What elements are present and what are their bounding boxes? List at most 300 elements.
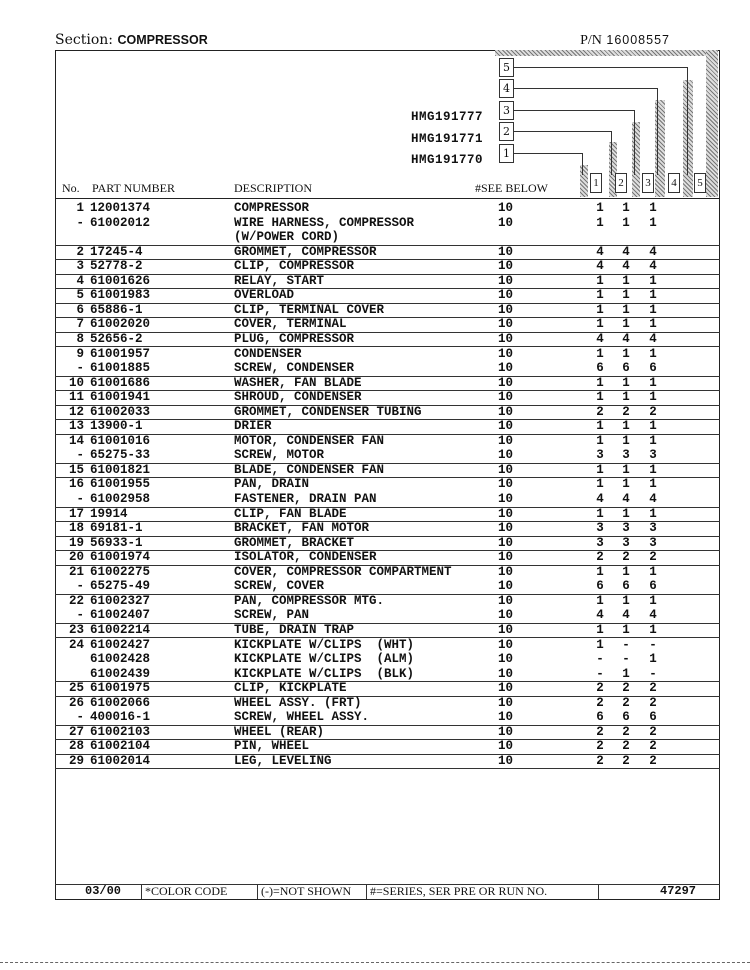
item-number: - — [76, 608, 84, 623]
item-number: - — [76, 579, 84, 594]
description: SCREW, PAN — [234, 608, 310, 623]
qty-model-1: 1 — [596, 375, 604, 390]
qty-model-1: 1 — [596, 201, 604, 215]
qty-model-2: 2 — [622, 681, 630, 696]
table-row — [55, 274, 720, 290]
description: GROMMET, COMPRESSOR — [234, 244, 377, 259]
qty-model-1: 2 — [596, 550, 604, 565]
qty-model-3: 1 — [649, 622, 657, 637]
footer-color-code: *COLOR CODE — [141, 885, 260, 899]
bracket-1 — [514, 153, 583, 175]
see-below-code: 10 — [498, 433, 514, 448]
description: RELAY, START — [234, 273, 325, 288]
qty-model-2: 1 — [622, 273, 630, 288]
qty-model-3: 2 — [649, 404, 657, 419]
header-rule — [55, 198, 720, 199]
description: SCREW, MOTOR — [234, 448, 325, 463]
qty-model-1: 1 — [596, 637, 604, 652]
qty-model-2: 1 — [622, 593, 630, 608]
table-row — [55, 565, 720, 580]
part-number: 65275-33 — [90, 448, 151, 463]
qty-model-3: 6 — [649, 579, 657, 594]
table-row — [55, 623, 720, 639]
qty-model-3: 1 — [649, 593, 657, 608]
part-number: 61001885 — [90, 361, 151, 376]
qty-model-1: 1 — [596, 433, 604, 448]
qty-model-1: 4 — [596, 244, 604, 259]
table-row — [55, 390, 720, 406]
table-row — [55, 754, 720, 770]
see-below-code: 10 — [498, 492, 514, 506]
see-below-code: 10 — [498, 695, 514, 710]
see-below-code: 10 — [498, 390, 514, 405]
qty-model-1: 1 — [596, 593, 604, 608]
table-row — [55, 332, 720, 348]
table-row — [55, 448, 720, 464]
description: CLIP, FAN BLADE — [234, 506, 347, 521]
part-number: 61002012 — [90, 215, 151, 230]
qty-model-3: 1 — [649, 302, 657, 317]
table-row — [55, 419, 720, 435]
qty-model-1: 4 — [596, 492, 604, 506]
description: COVER, COMPRESSOR COMPARTMENT — [234, 564, 452, 579]
qty-model-2: 1 — [622, 477, 630, 492]
model-box-3: 3 — [499, 101, 514, 120]
item-number: - — [76, 361, 84, 376]
qty-model-2: 1 — [622, 201, 630, 215]
see-below-code: 10 — [498, 244, 514, 259]
item-number: 28 — [68, 739, 84, 754]
item-number: 11 — [68, 390, 84, 405]
qty-model-1: 1 — [596, 317, 604, 332]
see-below-code: 10 — [498, 404, 514, 419]
table-row — [55, 579, 720, 595]
item-number: 9 — [76, 346, 84, 361]
qty-model-2: 1 — [622, 666, 630, 681]
see-below-code: 10 — [498, 535, 514, 550]
qty-model-2: 2 — [622, 695, 630, 710]
description: ISOLATOR, CONDENSER — [234, 550, 377, 565]
table-row — [55, 216, 720, 231]
qty-model-3: 2 — [649, 724, 657, 739]
part-number: 52656-2 — [90, 331, 143, 346]
qty-model-3: 1 — [649, 215, 657, 230]
part-number: 61002275 — [90, 564, 151, 579]
part-number: 56933-1 — [90, 535, 143, 550]
see-below-code: 10 — [498, 681, 514, 696]
description: WIRE HARNESS, COMPRESSOR — [234, 215, 415, 230]
table-row — [55, 594, 720, 609]
qty-model-2: 1 — [622, 506, 630, 521]
qty-model-1: 1 — [596, 302, 604, 317]
qty-model-2: - — [622, 652, 630, 667]
part-number: 61002428 — [90, 652, 151, 667]
qty-model-1: 1 — [596, 215, 604, 230]
see-below-code: 10 — [498, 724, 514, 739]
part-number-label: P/N 16008557 — [580, 33, 670, 48]
qty-model-1: 1 — [596, 273, 604, 288]
qty-model-3: 1 — [649, 317, 657, 332]
qty-model-2: 4 — [622, 608, 630, 623]
item-number: 8 — [76, 331, 84, 346]
part-number: 61001686 — [90, 375, 151, 390]
qty-model-2: 1 — [622, 433, 630, 448]
description: LEG, LEVELING — [234, 753, 332, 768]
see-below-code: 10 — [498, 331, 514, 346]
page-bottom-rule — [0, 962, 750, 963]
part-number: 61002033 — [90, 404, 151, 419]
part-number: 65275-49 — [90, 579, 151, 594]
qty-model-2: 4 — [622, 244, 630, 259]
item-number: 14 — [68, 433, 84, 448]
description: KICKPLATE W/CLIPS (BLK) — [234, 666, 415, 681]
part-number: 61001974 — [90, 550, 151, 565]
part-number: 52778-2 — [90, 259, 143, 274]
qty-model-3: 1 — [649, 346, 657, 361]
part-number: 61001957 — [90, 346, 151, 361]
item-number: 7 — [76, 317, 84, 332]
model-box-1: 1 — [499, 144, 514, 163]
qty-model-3: 2 — [649, 681, 657, 696]
qty-model-3: 1 — [649, 462, 657, 477]
qty-model-1: 1 — [596, 622, 604, 637]
table-row — [55, 477, 720, 492]
see-below-code: 10 — [498, 361, 514, 376]
table-row — [55, 507, 720, 523]
qty-model-1: 1 — [596, 477, 604, 492]
description: SHROUD, CONDENSER — [234, 390, 362, 405]
see-below-code: 10 — [498, 462, 514, 477]
description: CLIP, TERMINAL COVER — [234, 302, 385, 317]
see-below-code: 10 — [498, 273, 514, 288]
qty-model-2: 1 — [622, 564, 630, 579]
qty-model-3: 2 — [649, 550, 657, 565]
part-number: 61002103 — [90, 724, 151, 739]
col-header-description: DESCRIPTION — [234, 181, 313, 195]
qty-model-3: 4 — [649, 259, 657, 274]
col-header-part-number: PART NUMBER — [92, 181, 175, 195]
model-box-5: 5 — [499, 58, 514, 77]
qty-model-1: 6 — [596, 361, 604, 376]
item-number: 13 — [68, 419, 84, 434]
description: CLIP, COMPRESSOR — [234, 259, 355, 274]
qty-model-3: 1 — [649, 390, 657, 405]
footer-series-note: #=SERIES, SER PRE OR RUN NO. — [366, 885, 600, 899]
qty-model-1: 6 — [596, 579, 604, 594]
qty-model-3: 6 — [649, 710, 657, 725]
qty-model-1: 1 — [596, 506, 604, 521]
see-below-code: 10 — [498, 259, 514, 274]
table-row — [55, 376, 720, 392]
table-row — [55, 303, 720, 319]
item-number: 1 — [76, 201, 84, 215]
part-number: 61002427 — [90, 637, 151, 652]
see-below-code: 10 — [498, 506, 514, 521]
table-row — [55, 317, 720, 333]
qty-model-3: 4 — [649, 331, 657, 346]
item-number: 29 — [68, 753, 84, 768]
item-number: 25 — [68, 681, 84, 696]
description: CONDENSER — [234, 346, 302, 361]
item-number: - — [76, 215, 84, 230]
see-below-code: 10 — [498, 753, 514, 768]
part-number: 400016-1 — [90, 710, 151, 725]
qty-model-1: 3 — [596, 448, 604, 463]
see-below-code: 10 — [498, 593, 514, 608]
description: DRIER — [234, 419, 272, 434]
part-number: 65886-1 — [90, 302, 143, 317]
model-box-4: 4 — [499, 79, 514, 98]
table-row — [55, 521, 720, 537]
qty-model-3: 1 — [649, 273, 657, 288]
table-row — [55, 492, 720, 508]
qty-model-2: 1 — [622, 462, 630, 477]
qty-model-1: 2 — [596, 753, 604, 768]
qty-model-2: 1 — [622, 346, 630, 361]
item-number: 22 — [68, 593, 84, 608]
item-number: 6 — [76, 302, 84, 317]
item-number: 4 — [76, 273, 84, 288]
part-number: 61002407 — [90, 608, 151, 623]
table-row — [55, 681, 720, 697]
qty-model-3: 2 — [649, 739, 657, 754]
qty-model-3: 2 — [649, 695, 657, 710]
qty-model-3: 4 — [649, 492, 657, 506]
qty-model-2: 4 — [622, 492, 630, 506]
qty-model-1: 4 — [596, 331, 604, 346]
qty-model-3: 1 — [649, 419, 657, 434]
qty-model-1: 1 — [596, 419, 604, 434]
table-row — [55, 347, 720, 362]
col-header-see-below: #SEE BELOW — [475, 181, 548, 195]
qty-model-1: 4 — [596, 259, 604, 274]
model-number-2: HMG191771 — [411, 132, 484, 146]
qty-model-2: 4 — [622, 259, 630, 274]
item-number: 5 — [76, 288, 84, 303]
description: TUBE, DRAIN TRAP — [234, 622, 355, 637]
qty-model-2: 3 — [622, 535, 630, 550]
see-below-code: 10 — [498, 622, 514, 637]
description: WHEEL (REAR) — [234, 724, 325, 739]
col-header-qty-3: 3 — [642, 173, 654, 193]
qty-model-3: - — [649, 666, 657, 681]
qty-model-1: - — [596, 666, 604, 681]
description: PAN, DRAIN — [234, 477, 310, 492]
qty-model-2: 4 — [622, 331, 630, 346]
table-row — [55, 550, 720, 566]
qty-model-1: 2 — [596, 739, 604, 754]
item-number: 12 — [68, 404, 84, 419]
description: MOTOR, CONDENSER FAN — [234, 433, 385, 448]
see-below-code: 10 — [498, 666, 514, 681]
qty-model-1: 1 — [596, 288, 604, 303]
item-number: 19 — [68, 535, 84, 550]
item-number: 20 — [68, 550, 84, 565]
model-number-1: HMG191770 — [411, 153, 484, 167]
qty-model-2: 6 — [622, 579, 630, 594]
see-below-code: 10 — [498, 288, 514, 303]
table-row — [55, 638, 720, 653]
part-number: 19914 — [90, 506, 128, 521]
qty-model-2: 1 — [622, 419, 630, 434]
part-number: 61001975 — [90, 681, 151, 696]
qty-model-1: 1 — [596, 564, 604, 579]
qty-model-2: 1 — [622, 375, 630, 390]
part-number: 61001983 — [90, 288, 151, 303]
model-header-shading-side — [706, 50, 718, 197]
description: COVER, TERMINAL — [234, 317, 347, 332]
description: GROMMET, BRACKET — [234, 535, 355, 550]
footer-not-shown: (-)=NOT SHOWN — [257, 885, 369, 899]
qty-model-3: 3 — [649, 448, 657, 463]
part-number: 61002214 — [90, 622, 151, 637]
table-row — [55, 230, 720, 246]
see-below-code: 10 — [498, 346, 514, 361]
see-below-code: 10 — [498, 302, 514, 317]
item-number: 23 — [68, 622, 84, 637]
qty-model-1: 2 — [596, 681, 604, 696]
part-number: 61002439 — [90, 666, 151, 681]
table-row — [55, 652, 720, 667]
item-number: 27 — [68, 724, 84, 739]
qty-model-1: 2 — [596, 724, 604, 739]
qty-model-2: 1 — [622, 288, 630, 303]
table-row — [55, 245, 720, 261]
qty-model-2: - — [622, 637, 630, 652]
qty-model-3: 2 — [649, 753, 657, 768]
item-number: 17 — [68, 506, 84, 521]
item-number: 3 — [76, 259, 84, 274]
qty-model-2: 1 — [622, 215, 630, 230]
see-below-code: 10 — [498, 564, 514, 579]
footer-date: 03/00 — [85, 884, 122, 898]
table-row — [55, 201, 720, 216]
qty-model-3: 6 — [649, 361, 657, 376]
item-number: 18 — [68, 521, 84, 536]
qty-model-2: 3 — [622, 521, 630, 536]
qty-model-3: 1 — [649, 652, 657, 667]
part-number: 61002104 — [90, 739, 151, 754]
qty-model-1: 3 — [596, 535, 604, 550]
part-number: 61001626 — [90, 273, 151, 288]
col-header-qty-4: 4 — [668, 173, 680, 193]
item-number: 2 — [76, 244, 84, 259]
see-below-code: 10 — [498, 375, 514, 390]
part-number: 61001955 — [90, 477, 151, 492]
qty-model-2: 1 — [622, 390, 630, 405]
part-number: 61001941 — [90, 390, 151, 405]
part-number: 13900-1 — [90, 419, 143, 434]
part-number: 61002020 — [90, 317, 151, 332]
description: SCREW, WHEEL ASSY. — [234, 710, 370, 725]
qty-model-2: 3 — [622, 448, 630, 463]
description: PLUG, COMPRESSOR — [234, 331, 355, 346]
description: GROMMET, CONDENSER TUBING — [234, 404, 422, 419]
qty-model-3: 3 — [649, 535, 657, 550]
table-row — [55, 361, 720, 377]
item-number: 21 — [68, 564, 84, 579]
qty-model-3: 1 — [649, 288, 657, 303]
description: WASHER, FAN BLADE — [234, 375, 362, 390]
qty-model-1: 1 — [596, 346, 604, 361]
qty-model-2: 2 — [622, 404, 630, 419]
section-label: Section: COMPRESSOR — [55, 32, 208, 48]
part-number: 17245-4 — [90, 244, 143, 259]
part-number: 12001374 — [90, 201, 151, 215]
qty-model-3: 4 — [649, 608, 657, 623]
qty-model-3: 4 — [649, 244, 657, 259]
qty-model-2: 1 — [622, 622, 630, 637]
qty-model-2: 6 — [622, 361, 630, 376]
footer-page-number: 47297 — [660, 884, 697, 898]
see-below-code: 10 — [498, 201, 514, 215]
see-below-code: 10 — [498, 739, 514, 754]
table-row — [55, 463, 720, 479]
see-below-code: 10 — [498, 550, 514, 565]
item-number: 15 — [68, 462, 84, 477]
item-number: 24 — [68, 637, 84, 652]
see-below-code: 10 — [498, 652, 514, 667]
qty-model-1: 2 — [596, 695, 604, 710]
qty-model-2: 1 — [622, 302, 630, 317]
qty-model-1: 4 — [596, 608, 604, 623]
table-row — [55, 739, 720, 755]
page-header — [55, 32, 720, 50]
see-below-code: 10 — [498, 448, 514, 463]
part-number: 61002327 — [90, 593, 151, 608]
part-number: 61001821 — [90, 462, 151, 477]
col-header-qty-2: 2 — [615, 173, 627, 193]
part-number: 61002066 — [90, 695, 151, 710]
item-number: 16 — [68, 477, 84, 492]
qty-model-3: - — [649, 637, 657, 652]
part-number: 69181-1 — [90, 521, 143, 536]
qty-model-3: 1 — [649, 506, 657, 521]
see-below-code: 10 — [498, 317, 514, 332]
description: SCREW, COVER — [234, 579, 325, 594]
qty-model-3: 3 — [649, 521, 657, 536]
model-box-2: 2 — [499, 122, 514, 141]
table-row — [55, 725, 720, 741]
qty-model-1: - — [596, 652, 604, 667]
qty-model-3: 1 — [649, 433, 657, 448]
description: KICKPLATE W/CLIPS (ALM) — [234, 652, 415, 667]
qty-model-1: 3 — [596, 521, 604, 536]
description: PIN, WHEEL — [234, 739, 310, 754]
col-header-qty-5: 5 — [694, 173, 706, 193]
description: BLADE, CONDENSER FAN — [234, 462, 385, 477]
item-number: 26 — [68, 695, 84, 710]
see-below-code: 10 — [498, 608, 514, 623]
page-footer — [55, 884, 720, 900]
part-number: 61002958 — [90, 492, 151, 506]
see-below-code: 10 — [498, 710, 514, 725]
qty-model-2: 6 — [622, 710, 630, 725]
part-number: 61002014 — [90, 753, 151, 768]
qty-model-2: 2 — [622, 753, 630, 768]
see-below-code: 10 — [498, 419, 514, 434]
table-row — [55, 288, 720, 304]
table-row — [55, 434, 720, 449]
description: CLIP, KICKPLATE — [234, 681, 347, 696]
qty-model-2: 2 — [622, 550, 630, 565]
description: COMPRESSOR — [234, 201, 310, 215]
qty-model-2: 2 — [622, 724, 630, 739]
col-header-no: No. — [62, 181, 80, 195]
section-value: COMPRESSOR — [117, 33, 208, 47]
qty-model-2: 2 — [622, 739, 630, 754]
description: OVERLOAD — [234, 288, 295, 303]
